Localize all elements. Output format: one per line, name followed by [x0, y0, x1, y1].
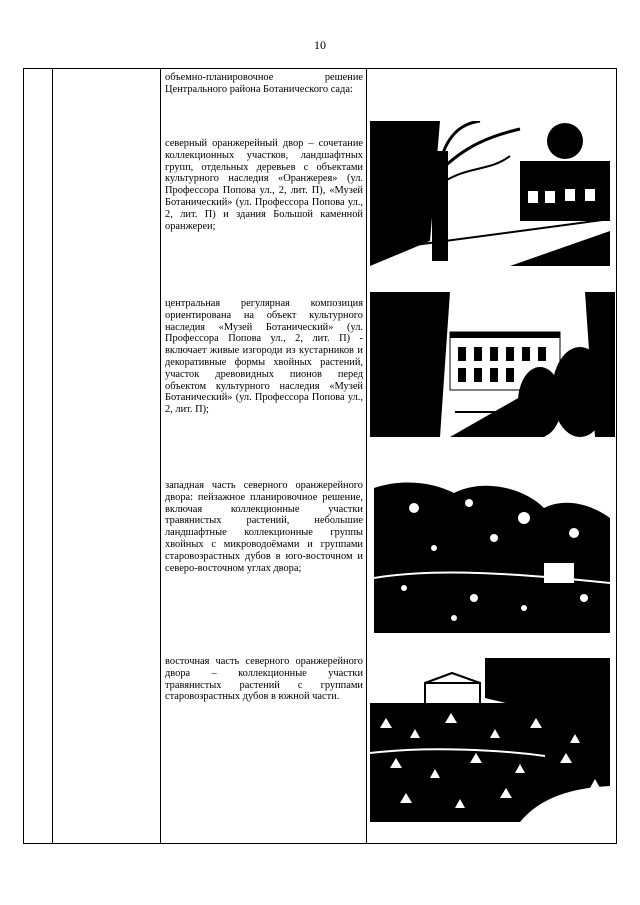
table-column-divider-1 — [52, 68, 53, 844]
intro-paragraph: объемно-планировочное решение Центрального района Ботанического сада: — [165, 72, 363, 95]
page-number: 10 — [314, 38, 326, 52]
table-bottom-border — [23, 843, 617, 844]
table-border-left — [23, 68, 24, 844]
photo-herbaceous-beds-greenhouse — [370, 658, 610, 822]
table-border-right — [616, 68, 617, 844]
paragraph-north-courtyard: северный оранжерейный двор – сочетание коллекционных участков, ландшафтных групп, отдельных деревьев с объектами культурного наследия «Оранжерея» (ул. Профессора Попова ул., 2, лит. П), «Музей Ботанический» (ул. Профессора Попова ул., 2, лит. П) и здания Большой каменной оранжереи; — [165, 138, 363, 232]
document-table — [23, 68, 617, 844]
paragraph-east-part: восточная часть северного оранжерейного двора – коллекционные участки травянистых растений с группами старовозрастных дубов в южной части. — [165, 656, 363, 703]
table-top-border — [23, 68, 617, 69]
paragraph-west-part: западная часть северного оранжерейного двора: пейзажное планировочное решение, включая коллекционные участки травянистых растений, небольшие ландшафтные коллекционные группы хвойных с микроводоёмами и группами старовозрастных дубов в юго-восточном и северо-восточном углах двора; — [165, 480, 363, 574]
photo-winter-courtyard-trees — [370, 121, 610, 266]
photo-museum-building-conifers — [370, 292, 615, 437]
table-column-divider-2 — [160, 68, 161, 844]
table-column-divider-3 — [366, 68, 367, 844]
photo-old-oak-trees — [374, 478, 610, 633]
paragraph-central-composition: центральная регулярная композиция ориентирована на объект культурного наследия «Музей Ботанический» (ул. Профессора Попова ул., 2, лит. П) - включает живые изгороди из кустарников и декоративные формы хвойных растений, участок древовидных пионов перед объектом культурного наследия «Музей Ботанический» (ул. Профессора Попова ул., 2, лит. П); — [165, 298, 363, 416]
